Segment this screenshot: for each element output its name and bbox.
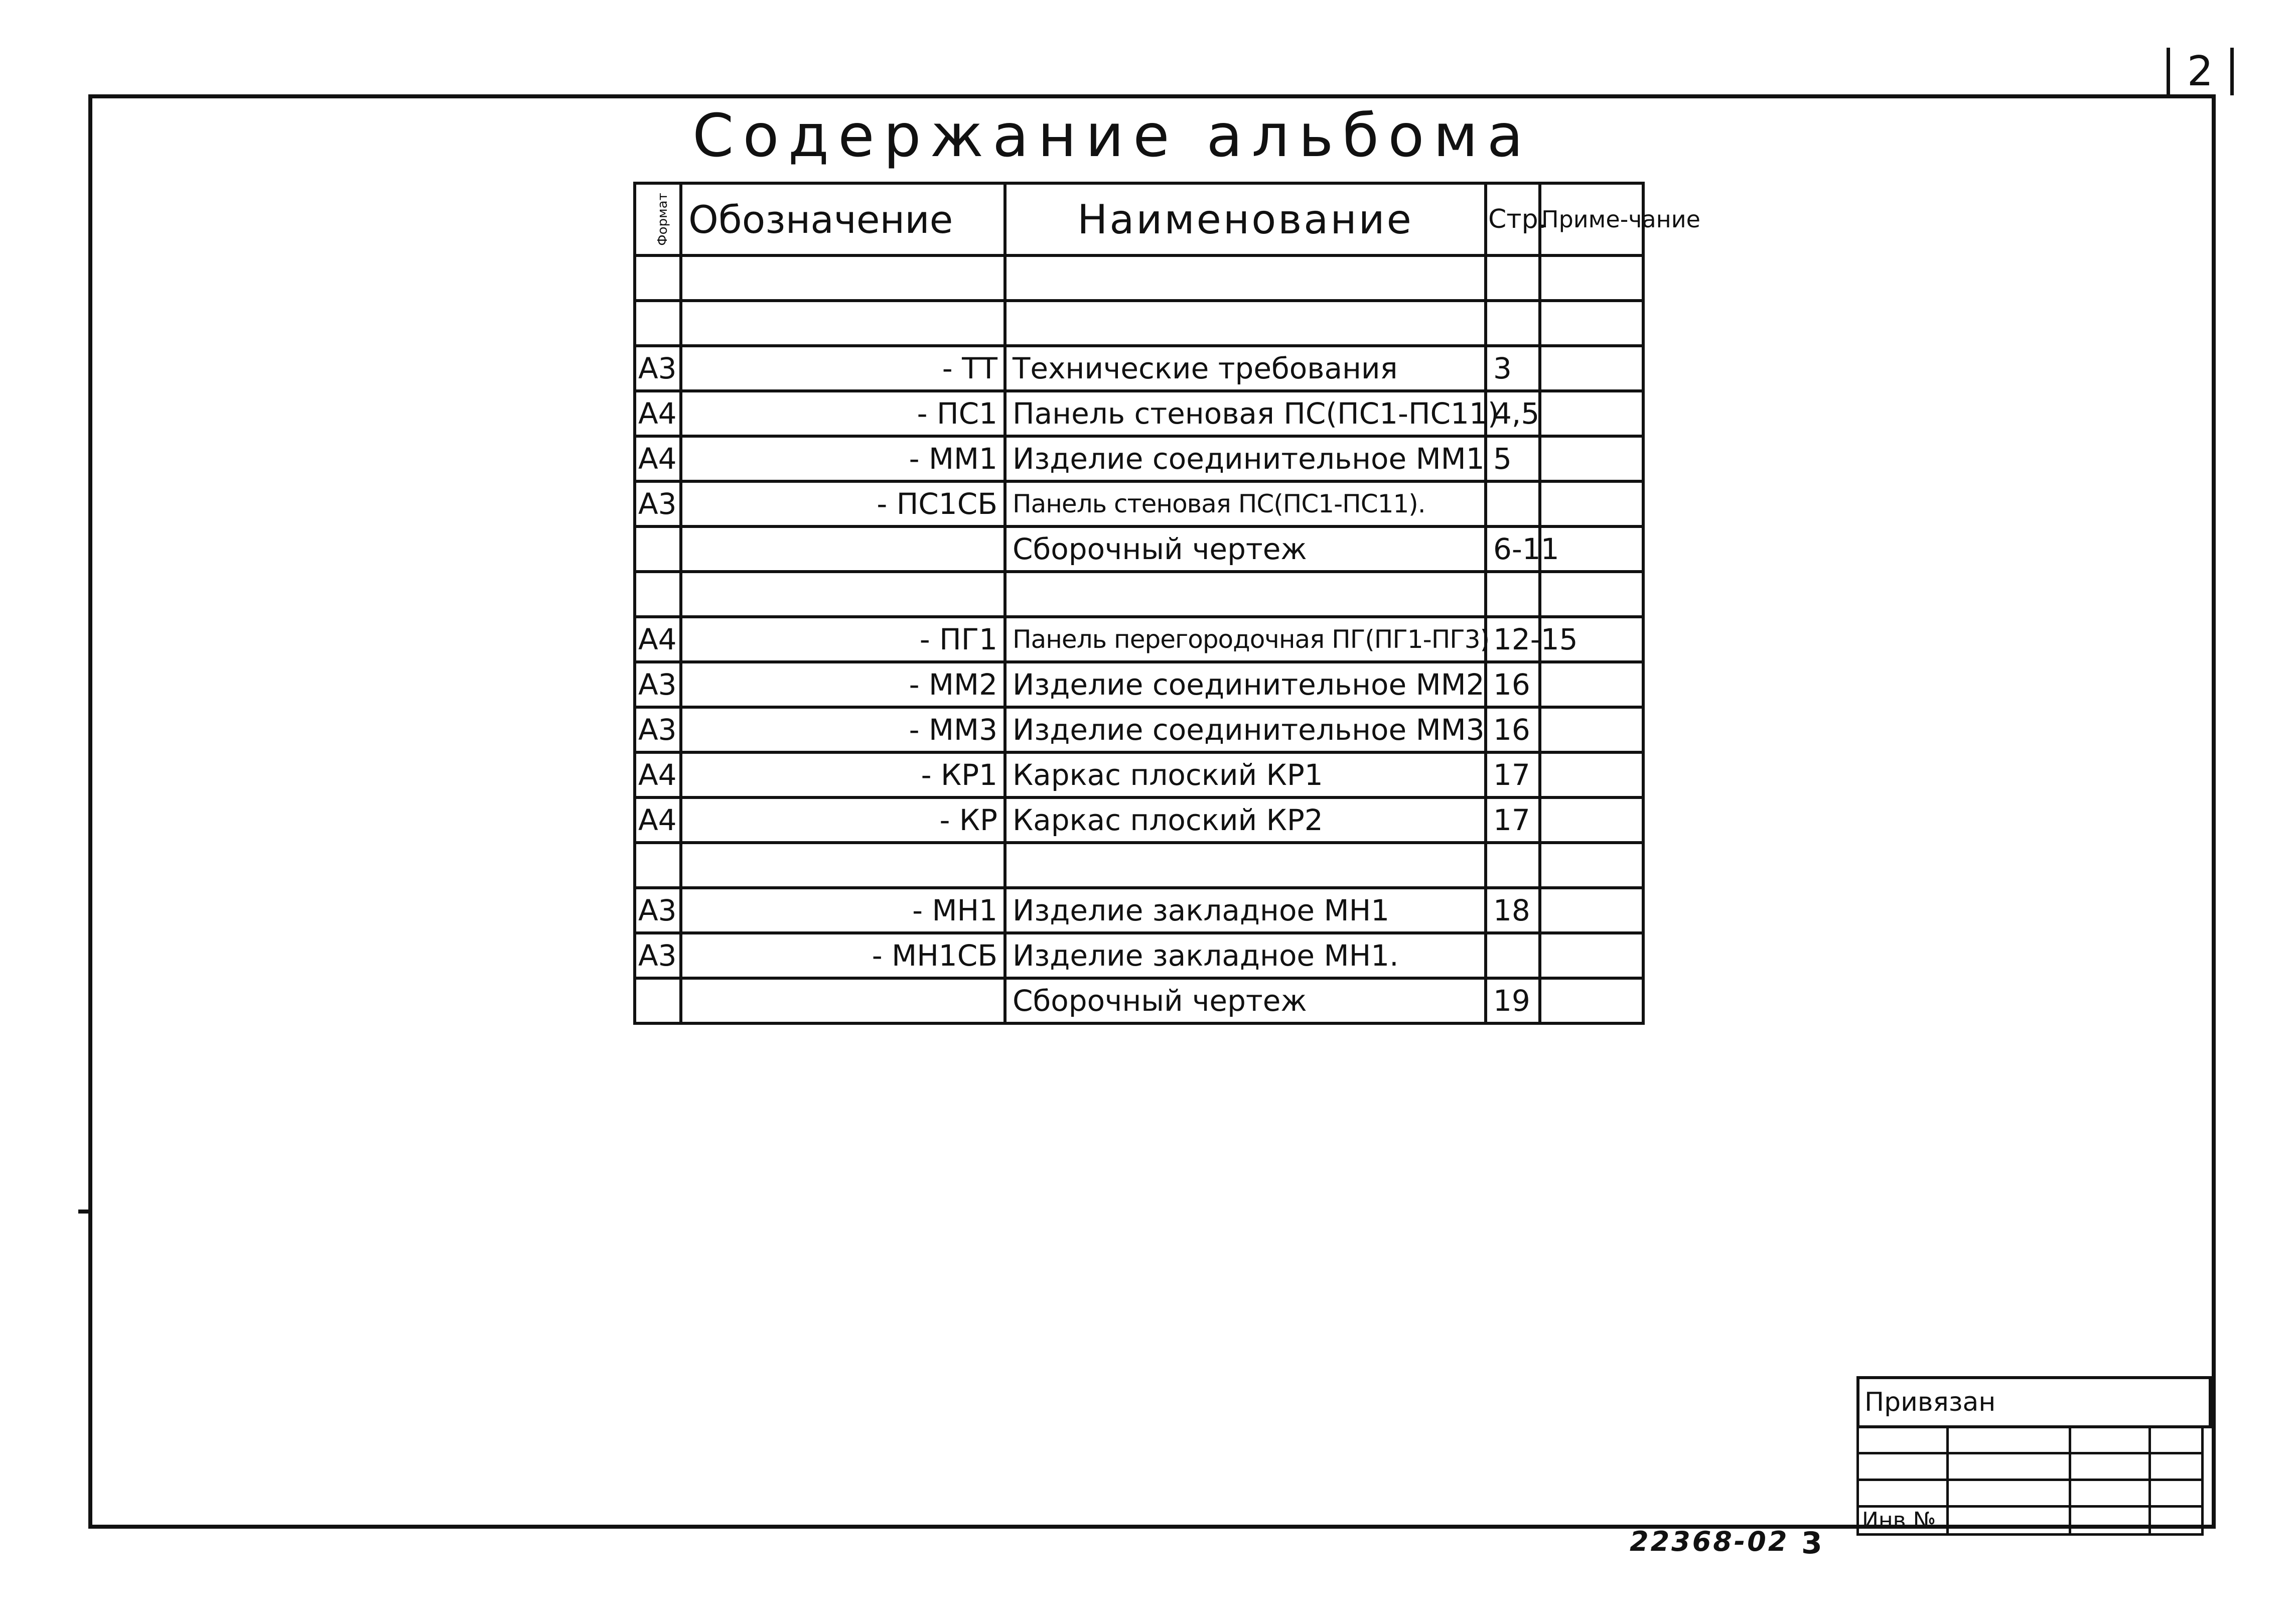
cell-format: А4	[635, 436, 681, 481]
cell-name: Панель стеновая ПС(ПС1-ПС11).	[1005, 481, 1486, 526]
cell-page: 17	[1486, 752, 1540, 797]
cell-format	[635, 843, 681, 888]
cell-note	[1540, 797, 1643, 843]
cell-format: А4	[635, 797, 681, 843]
cell-format	[635, 572, 681, 617]
cell-designation	[681, 255, 1005, 301]
cell-designation: - ПГ1	[681, 617, 1005, 662]
header-designation: Обозначение	[681, 183, 1005, 255]
cell-note	[1540, 933, 1643, 978]
cell-page	[1486, 843, 1540, 888]
cell-name	[1005, 301, 1486, 346]
cell-format: А3	[635, 707, 681, 752]
cell-page	[1486, 933, 1540, 978]
cell-page	[1486, 572, 1540, 617]
table-row	[635, 843, 1643, 888]
cell-note	[1540, 346, 1643, 391]
cell-note	[1540, 752, 1643, 797]
contents-table	[633, 182, 1700, 1025]
cell-format: А3	[635, 481, 681, 526]
table-row	[635, 391, 1643, 436]
cell-note	[1540, 662, 1643, 707]
cell-designation	[681, 572, 1005, 617]
header-note: Приме-чание	[1540, 183, 1643, 255]
cell-designation	[681, 526, 1005, 572]
cell-page: 3	[1486, 346, 1540, 391]
table-header-row	[635, 183, 1643, 255]
table-row	[635, 662, 1643, 707]
cell-designation	[681, 978, 1005, 1023]
table-row	[635, 481, 1643, 526]
cell-format: А4	[635, 617, 681, 662]
table-row	[635, 526, 1643, 572]
table-row	[635, 301, 1643, 346]
cell-designation: - ТТ	[681, 346, 1005, 391]
cell-name: Панель стеновая ПС(ПС1-ПС11)	[1005, 391, 1486, 436]
cell-designation: - ММ3	[681, 707, 1005, 752]
binding-stamp	[1856, 1376, 2208, 1533]
cell-format: А3	[635, 346, 681, 391]
cell-format: А3	[635, 933, 681, 978]
cell-note	[1540, 888, 1643, 933]
table-row	[635, 572, 1643, 617]
cell-page: 4,5	[1486, 391, 1540, 436]
cell-designation	[681, 843, 1005, 888]
cell-note	[1540, 436, 1643, 481]
cell-format: А4	[635, 752, 681, 797]
cell-note	[1540, 707, 1643, 752]
stamp-inventory-label: Инв.№	[1858, 1507, 1948, 1535]
cell-name: Каркас плоский КР2	[1005, 797, 1486, 843]
table-row	[635, 978, 1643, 1023]
cell-format: А4	[635, 391, 681, 436]
cell-designation: - ПС1	[681, 391, 1005, 436]
cell-designation: - КР	[681, 797, 1005, 843]
document-code: 22368-02	[1630, 1526, 1789, 1557]
cell-format	[635, 255, 681, 301]
stamp-header: Привязан	[1856, 1376, 2212, 1428]
cell-name: Сборочный чертеж	[1005, 978, 1486, 1023]
cell-format: А3	[635, 662, 681, 707]
frame-tick-mark	[78, 1210, 89, 1214]
table-row	[635, 752, 1643, 797]
cell-name: Изделие соединительное ММ2	[1005, 662, 1486, 707]
cell-name	[1005, 255, 1486, 301]
header-page: Стр.	[1486, 183, 1540, 255]
header-name: Наименование	[1005, 183, 1486, 255]
table-row	[635, 255, 1643, 301]
cell-designation	[681, 301, 1005, 346]
cell-note	[1540, 481, 1643, 526]
table-row	[635, 888, 1643, 933]
stamp-grid	[1856, 1425, 2204, 1536]
cell-page: 6-11	[1486, 526, 1540, 572]
table-row	[635, 707, 1643, 752]
footer-page-number: 3	[1801, 1526, 1822, 1561]
cell-name: Изделие закладное МН1	[1005, 888, 1486, 933]
cell-note	[1540, 843, 1643, 888]
cell-designation: - МН1СБ	[681, 933, 1005, 978]
cell-page: 17	[1486, 797, 1540, 843]
table-row	[635, 933, 1643, 978]
cell-designation: - КР1	[681, 752, 1005, 797]
cell-page: 16	[1486, 707, 1540, 752]
page-title: Содержание альбома	[692, 101, 1532, 170]
table-row	[635, 436, 1643, 481]
cell-page	[1486, 481, 1540, 526]
cell-name: Изделие закладное МН1.	[1005, 933, 1486, 978]
cell-name	[1005, 843, 1486, 888]
cell-format: А3	[635, 888, 681, 933]
sheet-number: 2	[2167, 48, 2234, 95]
cell-designation: - ММ1	[681, 436, 1005, 481]
cell-name: Технические требования	[1005, 346, 1486, 391]
cell-note	[1540, 255, 1643, 301]
cell-name: Изделие соединительное ММ3	[1005, 707, 1486, 752]
cell-designation: - ММ2	[681, 662, 1005, 707]
cell-note	[1540, 301, 1643, 346]
header-format: Формат	[635, 183, 681, 255]
cell-page	[1486, 255, 1540, 301]
cell-name	[1005, 572, 1486, 617]
cell-note	[1540, 978, 1643, 1023]
cell-format	[635, 978, 681, 1023]
cell-name: Изделие соединительное ММ1	[1005, 436, 1486, 481]
cell-format	[635, 526, 681, 572]
table-row	[635, 617, 1643, 662]
cell-name: Панель перегородочная ПГ(ПГ1-ПГ3)	[1005, 617, 1486, 662]
cell-page: 5	[1486, 436, 1540, 481]
cell-designation: - ПС1СБ	[681, 481, 1005, 526]
cell-designation: - МН1	[681, 888, 1005, 933]
cell-page: 19	[1486, 978, 1540, 1023]
cell-page: 12-15	[1486, 617, 1540, 662]
cell-page	[1486, 301, 1540, 346]
cell-page: 16	[1486, 662, 1540, 707]
cell-page: 18	[1486, 888, 1540, 933]
cell-name: Сборочный чертеж	[1005, 526, 1486, 572]
cell-note	[1540, 391, 1643, 436]
cell-note	[1540, 572, 1643, 617]
table-row	[635, 797, 1643, 843]
table-row	[635, 346, 1643, 391]
cell-name: Каркас плоский КР1	[1005, 752, 1486, 797]
cell-format	[635, 301, 681, 346]
